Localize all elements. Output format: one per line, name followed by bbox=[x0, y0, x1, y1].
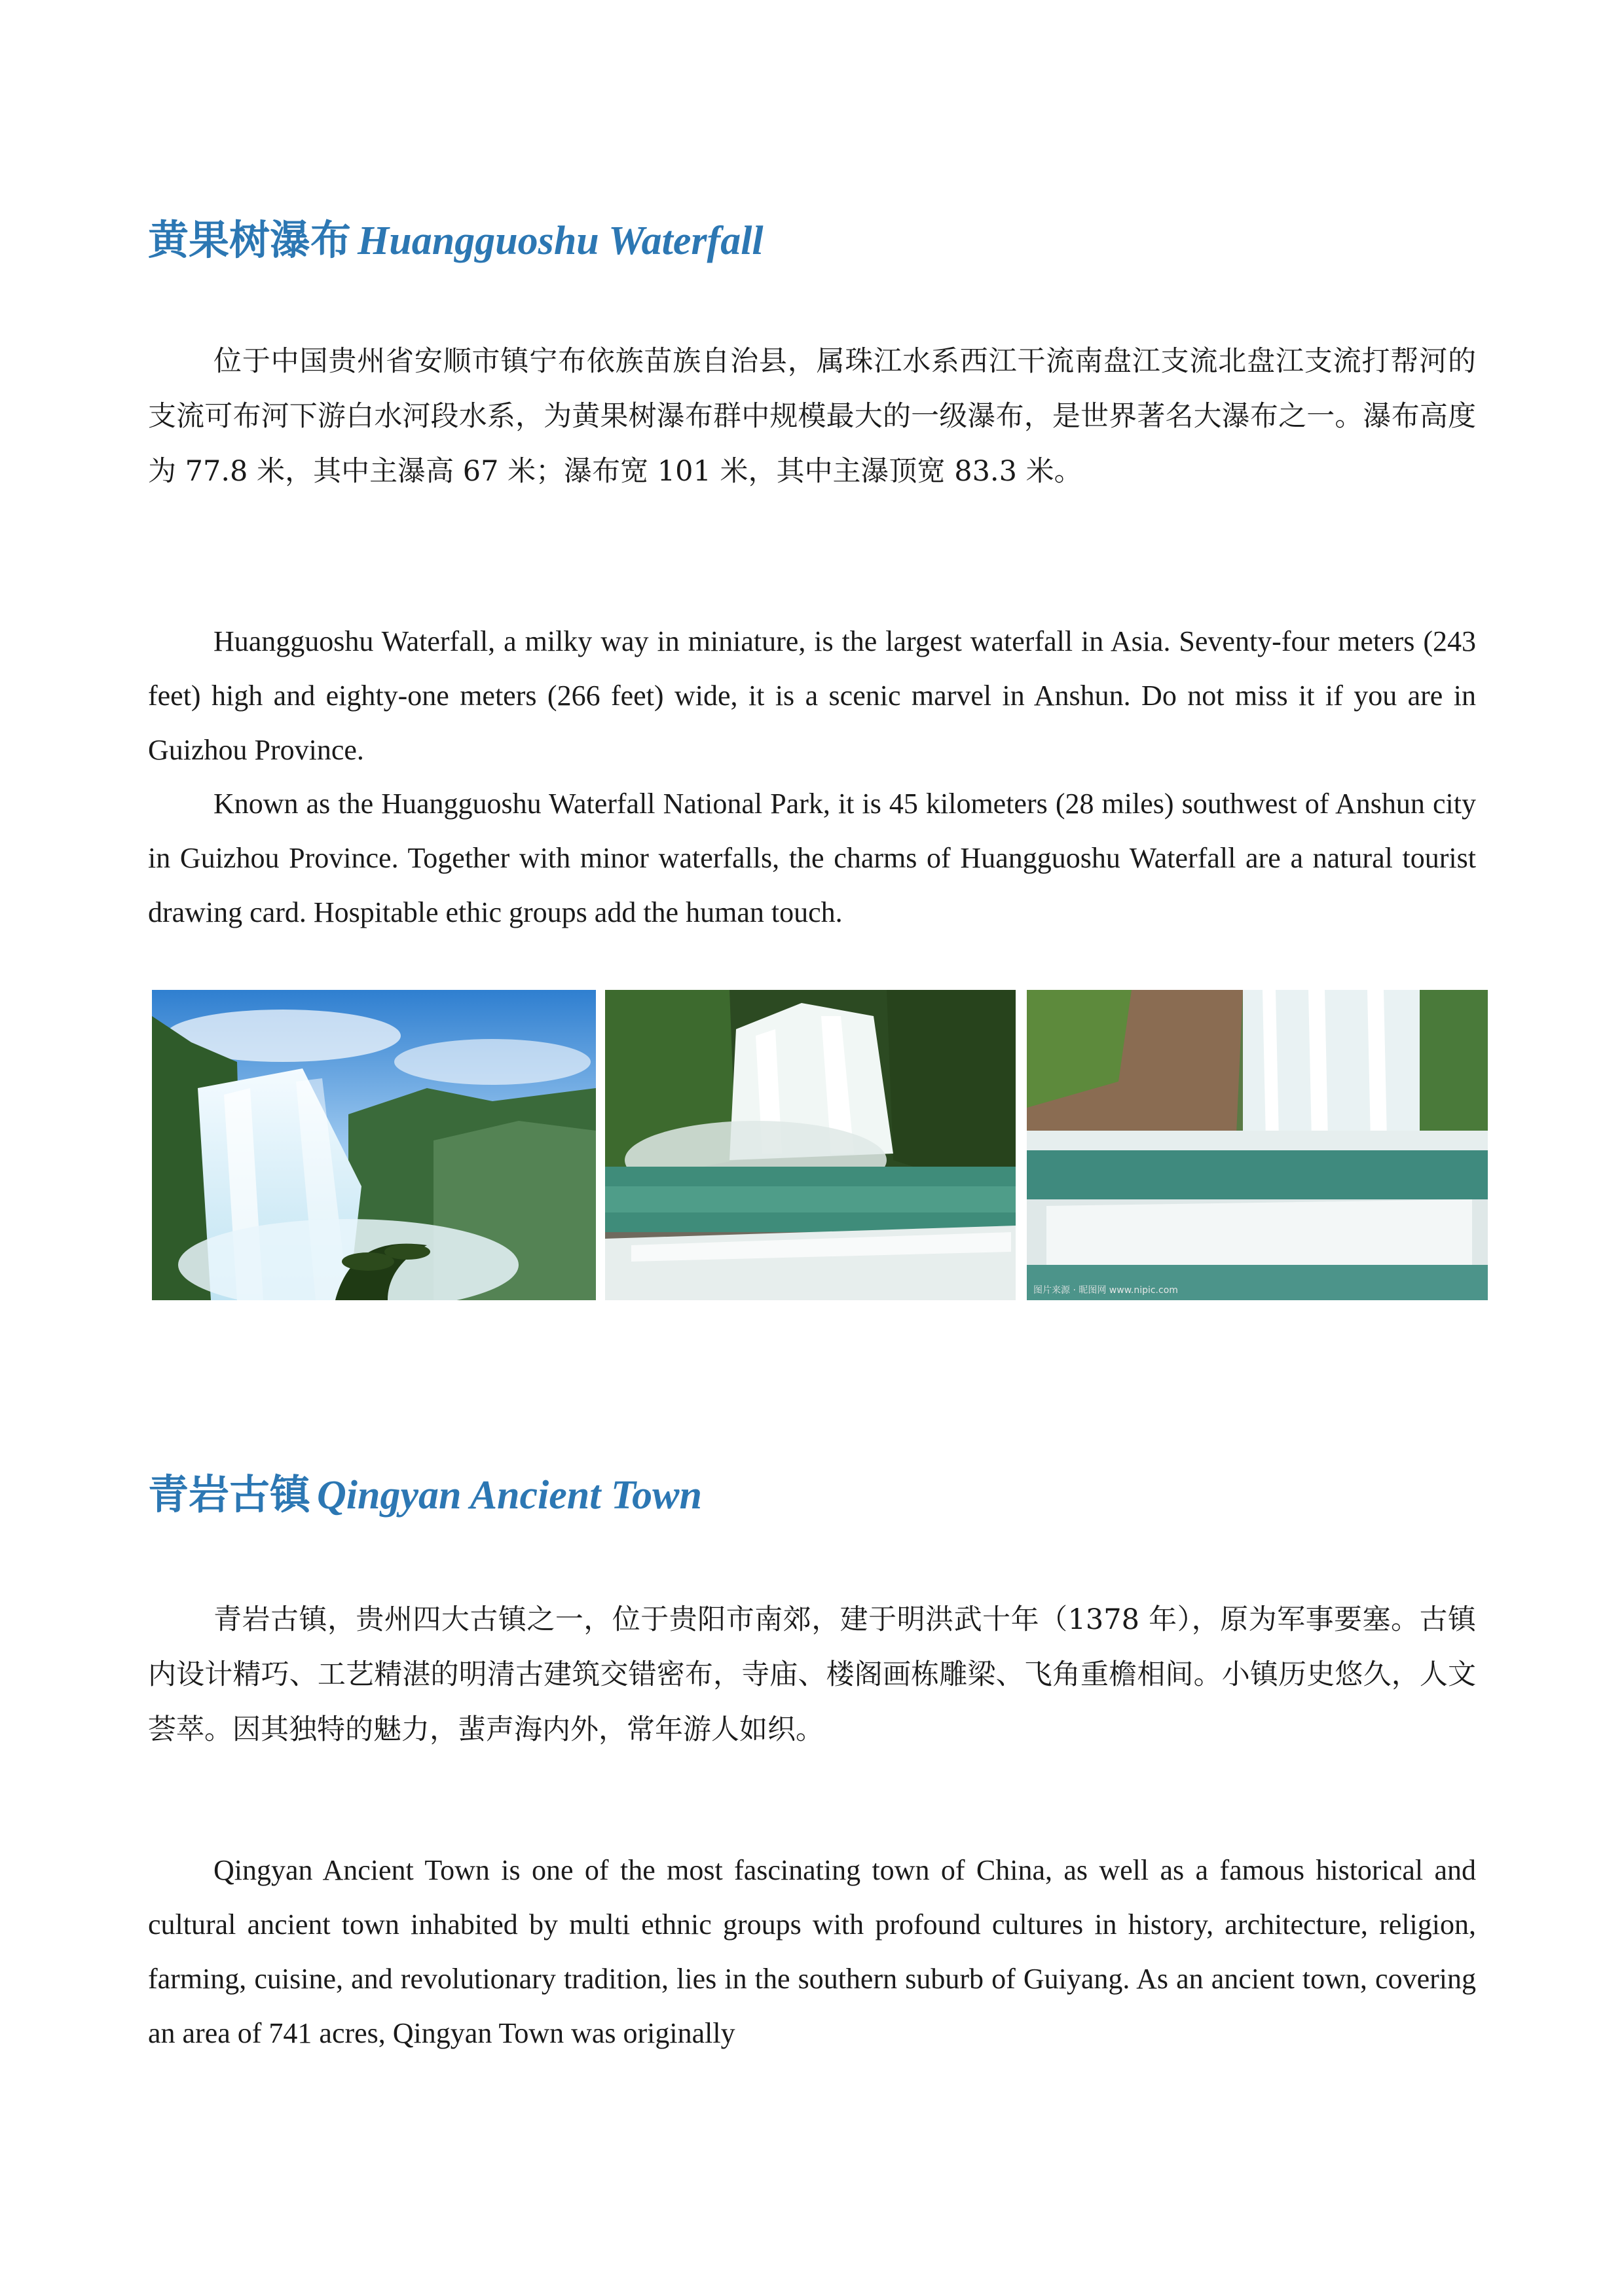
waterfall-photo-3 bbox=[1027, 990, 1488, 1300]
section-title-huangguoshu bbox=[148, 214, 764, 267]
paragraph-zh: 位于中国贵州省安顺市镇宁布依族苗族自治县，属珠江水系西江干流南盘江支流北盘江支流打帮河的支流可布河下游白水河段水系，为黄果树瀑布群中规模最大的一级瀑布，是世界著名大瀑布之一。瀑布高度为 77.8 米，其中主瀑高 67 米；瀑布宽 101 米，其中主瀑顶宽 83.3 米。 bbox=[148, 345, 1476, 488]
waterfall-photo-2 bbox=[605, 990, 1016, 1300]
paragraph-en: Known as the Huangguoshu Waterfall National Park, it is 45 kilometers (28 miles) southwest of Anshun city in Guizhou Province. Together with minor waterfalls, the charms of Huangguoshu Waterfall are a natural tourist drawing card. Hospitable ethic groups add the human touch. bbox=[148, 788, 1476, 928]
photo-credit: 图片来源 · 昵图网 www.nipic.com bbox=[1033, 1285, 1178, 1296]
paragraph-en: Huangguoshu Waterfall, a milky way in miniature, is the largest waterfall in Asia. Seventy-four meters (243 feet) high and eighty-one meters (266 feet) wide, it is a scenic marvel in Anshun. Do not miss it if you are in Guizhou Province. bbox=[148, 625, 1476, 766]
paragraph-zh: 青岩古镇，贵州四大古镇之一，位于贵阳市南郊，建于明洪武十年（1378 年），原为军事要塞。古镇内设计精巧、工艺精湛的明清古建筑交错密布，寺庙、楼阁画栋雕梁、飞角重檐相间。小镇历史悠久，人文荟萃。因其独特的魅力，蜚声海内外，常年游人如织。 bbox=[148, 1603, 1476, 1746]
paragraph-en: Qingyan Ancient Town is one of the most fascinating town of China, as well as a famous historical and cultural ancient town inhabited by multi ethnic groups with profound cultures in history, architecture, religion, farming, cuisine, and revolutionary tradition, lies in the southern suburb of Guiyang. As an ancient town, covering an area of 741 acres, Qingyan Town was originally bbox=[148, 1854, 1476, 2049]
section-title-zh: 黄果树瀑布 bbox=[148, 216, 352, 264]
waterfall-photo-1 bbox=[152, 990, 596, 1300]
section-title-qingyan bbox=[148, 1468, 702, 1522]
section-title-en: Huangguoshu Waterfall bbox=[358, 219, 764, 263]
section-title-zh: 青岩古镇 bbox=[148, 1470, 311, 1518]
section-title-en: Qingyan Ancient Town bbox=[317, 1473, 703, 1518]
